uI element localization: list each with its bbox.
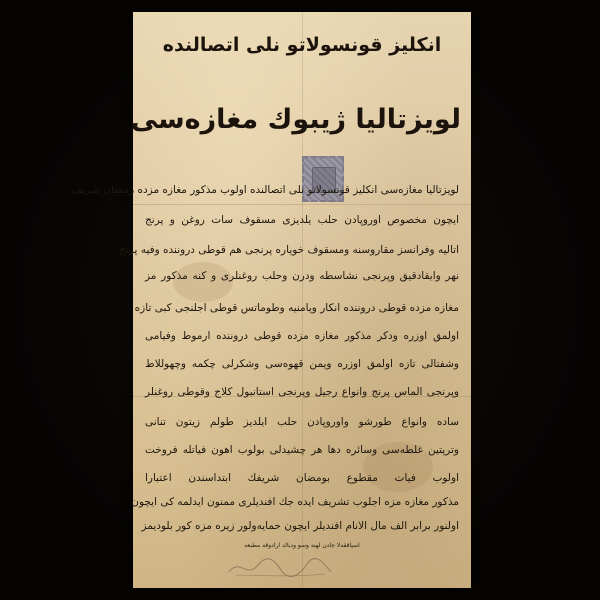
document-title-line-1: انكليز قونسولاتو نلى اتصالنده	[162, 34, 442, 56]
body-text-line: اولنور برابر الف مال الانام افنديلر ايچون حمايه‌ولور زيره مزه كور بلوديمز	[141, 520, 459, 532]
body-text-line: ايچون مخصوص اوروپادن حلب يلديزى مسقوف سات روغن و پرنج	[145, 214, 459, 226]
body-text-line: مذكور مغازه مزه اجلوب تشريف ايده جك افنديلرى ممنون ايدلمه كى ايچون	[131, 496, 459, 508]
body-text-line: وترپتين غلطه‌سى وسائره دها هر چشيدلى بولوب اهون فياتله فروخت	[145, 444, 459, 456]
document-sheet	[71, 12, 471, 588]
body-text-line: اولمق اوزره ودكر مذكور مغازه مزده قوطى دروننده ارموط وفيامى	[145, 330, 459, 342]
paper-stain	[173, 262, 233, 302]
signature-stroke	[229, 559, 331, 577]
body-text-line: اتاليه وفرانسز مقاروسنه ومسقوف خوياره پرنجى هم قوطى دروننده وفيه پرنج	[119, 244, 459, 256]
printer-imprint: اسپاققه‌لا جادن لهنه وسو ودبالد ارادوقه مطبعه	[244, 542, 360, 549]
body-text-line: لويزتاليا مغازه‌سى انكليز قونسولاتو نلى اتصالنده اولوب مذكور مغازه مزده رمضان شريف	[71, 184, 459, 196]
body-text-line: اولوب فيات مقطوع بومضان شريفك ابتداسندن اعتبارا	[145, 472, 459, 484]
document-title-line-2: لويزتاليا ژيبوك مغازه‌سى	[130, 104, 461, 135]
body-text-line: مغازه مزده قوطى دروننده انكار ويامنيه وطوماتس قوطى اجلنجى كبى تازه	[134, 302, 459, 314]
body-text-line: نهر وايقادقيق وپرنجى نشاسطه ودرن وحلب روغنلرى و كنه مذكور مز	[145, 270, 459, 282]
signature-underline	[235, 574, 325, 576]
body-text-line: وپرنجى الماس پرنج وانواع رجيل وپرنجى استانبول كلاج وقوطى روغنلر	[145, 386, 459, 398]
body-text-line: وشفتالى تازه اولمق اوزره ويمن قهوه‌سى وشكرلى چكمه وچهوللاط	[145, 358, 459, 370]
body-text-line: ساده وانواع طورشو واوروپادن حلب ايلديز طولم زيتون تنانى	[145, 416, 459, 428]
handwritten-signature	[225, 552, 335, 582]
